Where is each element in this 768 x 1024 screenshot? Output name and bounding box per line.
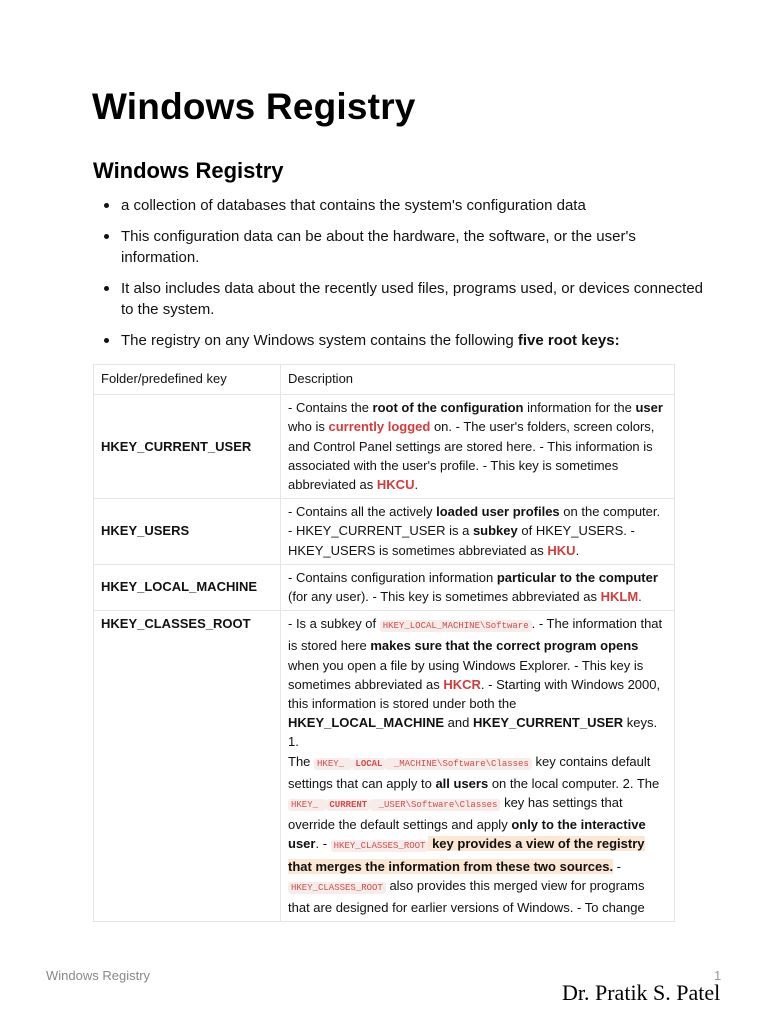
text-segment: on the computer. - HKEY_CURRENT_USER is a — [288, 504, 661, 539]
bold-text: loaded user profiles — [436, 504, 560, 520]
bullet-list — [93, 195, 706, 361]
bold-text: user — [635, 400, 663, 416]
bullet-item — [121, 330, 706, 351]
text-segment: - Is a subkey of — [288, 616, 380, 632]
inline-code: HKEY_ — [288, 799, 326, 811]
text-segment: . - — [315, 836, 331, 852]
table-row — [94, 395, 675, 499]
page-number: 1 — [714, 968, 722, 983]
row-description — [281, 564, 675, 610]
text-segment: - — [613, 858, 622, 874]
row-description — [281, 499, 675, 565]
highlighted-term: HKCU — [376, 477, 415, 493]
bullet-text: a collection of databases that contains the system's configuration data — [121, 197, 586, 214]
inline-code: CURRENT — [326, 799, 370, 811]
highlighted-term: HKU — [547, 542, 576, 558]
bullet-text: The registry on any Windows system contains the following — [121, 332, 514, 349]
text-segment: of HKEY_USERS. - HKEY_USERS is sometimes abbreviated as — [288, 523, 635, 558]
registry-table-container — [93, 364, 675, 936]
bullet-text: It also includes data about the recently used files, programs used, or devices connected to the system. — [121, 280, 704, 318]
highlighted-term: HKCR — [443, 676, 481, 692]
section-heading: Windows Registry — [93, 158, 284, 183]
text-segment: - Contains configuration information — [288, 569, 497, 585]
text-segment: key contains default settings that can apply to — [288, 753, 651, 791]
text-segment: . - Starting with Windows 2000, this information is stored under both the — [288, 676, 661, 712]
page-title: Windows Registry — [92, 86, 416, 127]
bullet-text: This configuration data can be about the hardware, the software, or the user's information. — [121, 228, 636, 266]
text-segment: - Contains the — [288, 400, 373, 416]
table-header-row — [94, 365, 675, 395]
bullet-item — [121, 226, 706, 268]
text-segment: . — [414, 477, 419, 493]
footer-title: Windows Registry — [46, 968, 151, 983]
text-segment: (for any user). - This key is sometimes abbreviated as — [288, 589, 601, 605]
text-segment: . - The information that is stored here — [288, 616, 663, 654]
text-segment: The — [288, 753, 315, 769]
table-row — [94, 499, 675, 565]
text-segment: and — [444, 715, 473, 731]
text-segment: also provides this merged view for programs that are designed for earlier versions of Windows. - To change — [288, 877, 645, 916]
text-segment: key has settings that override the default settings and apply — [288, 795, 623, 833]
text-segment: - Contains all the actively — [288, 504, 437, 520]
inline-code: HKEY_ — [314, 758, 352, 770]
bold-text: HKEY_LOCAL_MACHINE — [288, 715, 445, 731]
bold-text: subkey — [472, 523, 518, 539]
row-description — [281, 611, 675, 922]
text-segment: on the local computer. 2. The — [488, 775, 660, 791]
bold-text: particular to the computer — [496, 569, 658, 585]
row-key: HKEY_USERS — [94, 499, 281, 565]
bold-text: makes sure that the correct program opens — [370, 638, 639, 654]
inline-code: HKEY_LOCAL_MACHINE\Software — [380, 620, 532, 632]
inline-code: LOCAL — [352, 758, 385, 770]
text-segment: on. - The user's folders, screen colors, and Control Panel settings are stored here. - This information is associated with the user's profile. - This key is sometimes abbreviated as — [288, 419, 655, 493]
text-segment: . — [575, 542, 580, 558]
row-key: HKEY_LOCAL_MACHINE — [94, 564, 281, 610]
bold-text: HKEY_CURRENT_USER — [472, 715, 624, 731]
text-segment: when you open a file by using Windows Explorer. - This key is sometimes abbreviated as — [288, 657, 644, 692]
registry-keys-table — [93, 364, 675, 922]
author-signature: Dr. Pratik S. Patel — [562, 980, 721, 1005]
inline-code: _MACHINE\Software\Classes — [385, 758, 531, 770]
row-key: HKEY_CLASSES_ROOT — [94, 611, 281, 922]
bullet-item — [121, 195, 706, 216]
highlighted-term: HKLM — [600, 589, 639, 605]
inline-code: HKEY_CLASSES_ROOT — [331, 840, 429, 852]
bold-text: root of the configuration — [372, 400, 524, 416]
bold-text: only to the interactive user — [288, 817, 646, 852]
table-row — [94, 611, 675, 922]
bullet-item — [121, 278, 706, 320]
inline-code: HKEY_CLASSES_ROOT — [288, 882, 386, 894]
row-key: HKEY_CURRENT_USER — [94, 395, 281, 499]
table-row — [94, 564, 675, 610]
row-description — [281, 395, 675, 499]
text-segment: . — [638, 589, 642, 605]
bold-text: all users — [435, 775, 489, 791]
text-segment: information for the — [523, 400, 636, 416]
header-description: Description — [281, 365, 675, 395]
highlighted-sentence: key provides a view of the registry that merges the information from these two sources. — [288, 836, 645, 874]
text-segment: keys. 1. — [288, 715, 658, 750]
header-key: Folder/predefined key — [94, 365, 281, 395]
highlighted-term: currently logged — [328, 419, 431, 435]
text-segment: who is — [288, 419, 329, 435]
inline-code: _USER\Software\Classes — [370, 799, 500, 811]
bullet-emphasis: five root keys: — [517, 332, 620, 349]
